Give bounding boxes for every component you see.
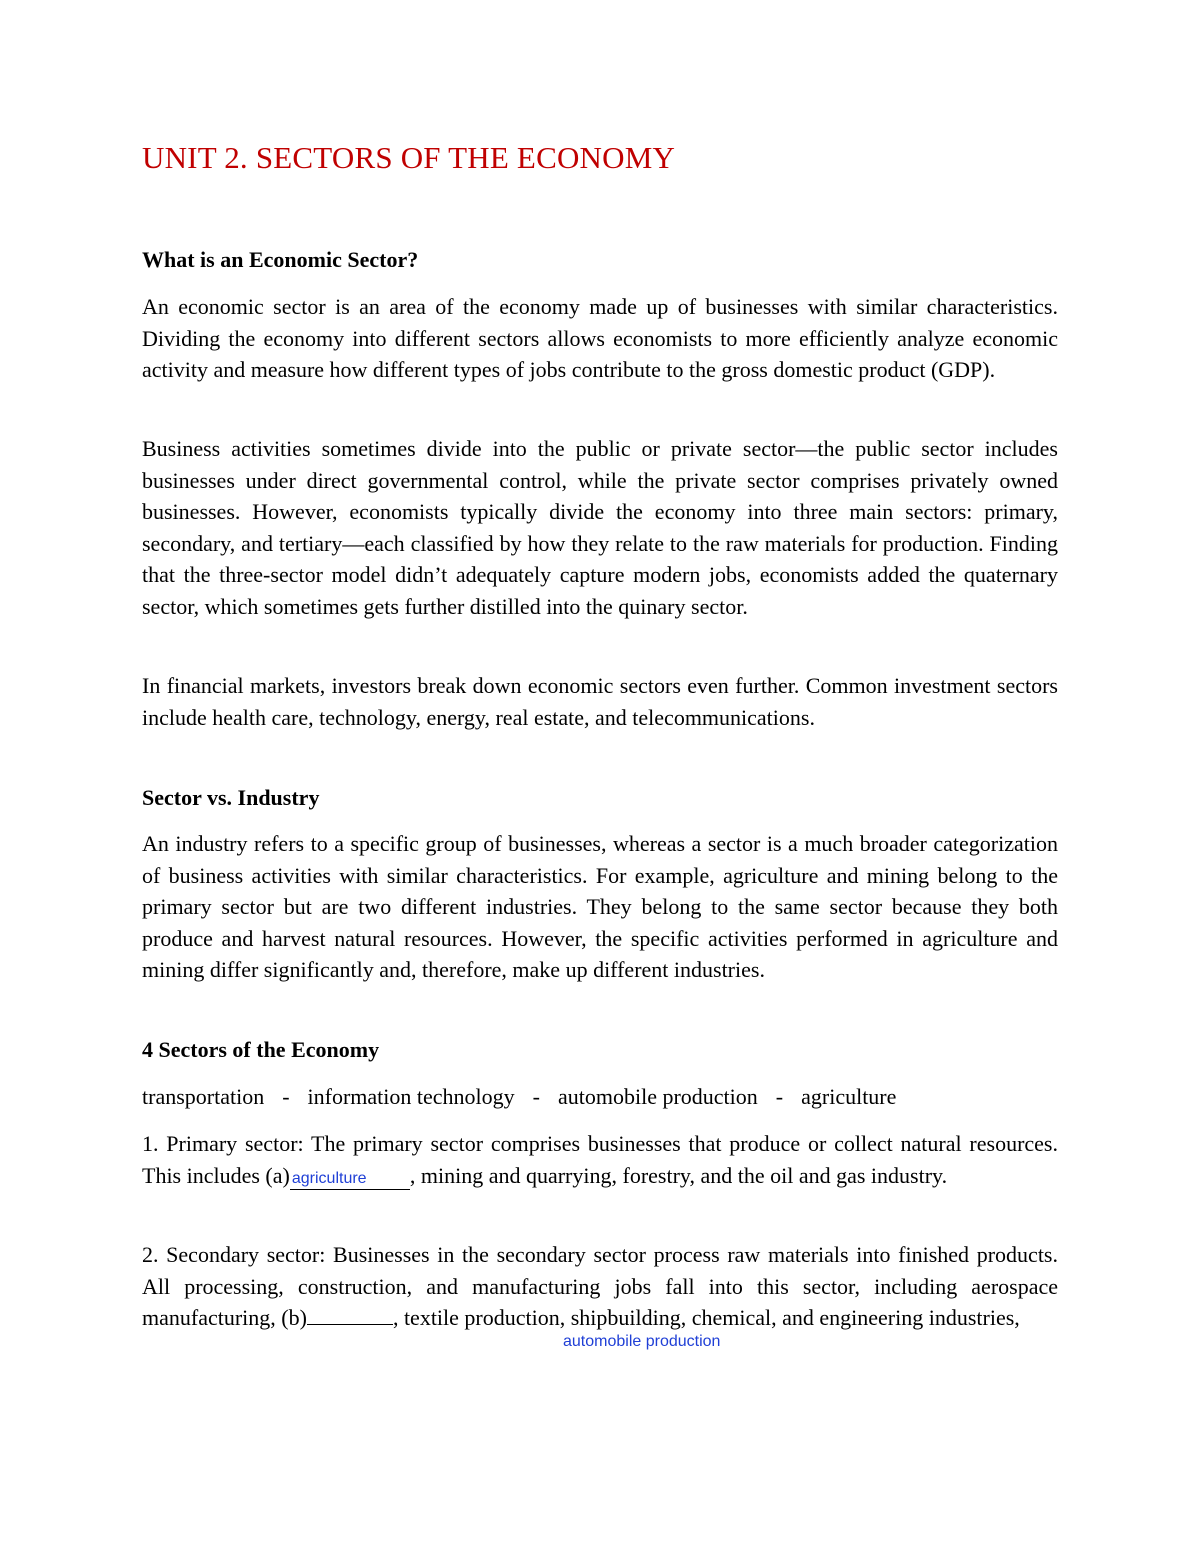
paragraph-economic-sector-definition: An economic sector is an area of the economy made up of businesses with similar characteristics. Dividing the economy into different sectors allows economists to more efficiently analyze economic activity and measure how different types of jobs contribute to the gross domestic product (GDP). [142, 294, 1058, 382]
heading-economic-sector: What is an Economic Sector? [142, 247, 419, 272]
item-text-before: 2. Secondary sector: Businesses in the secondary sector process raw materials into finished products. All processing, construction, and manufacturing jobs fall into this sector, including aerospace manufacturing, (b) [142, 1242, 1058, 1330]
heading-four-sectors: 4 Sectors of the Economy [142, 1037, 380, 1062]
word-separator: - [282, 1084, 290, 1109]
answer-blank-a[interactable] [290, 1166, 410, 1190]
paragraph-industry-definition: An industry refers to a specific group of businesses, whereas a sector is a much broader categorization of business activities with similar characteristics. For example, agriculture and mining belong to the primary sector but are two different industries. They belong to the same sector because they both produce and harvest natural resources. However, the specific activities performed in agriculture and mining differ significantly and, therefore, make up different industries. [142, 831, 1058, 982]
item-text-after: , textile production, shipbuilding, chemical, and engineering industries, [392, 1305, 1020, 1330]
word-separator: - [775, 1084, 784, 1109]
item-text-before: 1. Primary sector: The primary sector comprises businesses that produce or collect natural resources. This includes (a) [142, 1131, 1058, 1188]
paragraph-public-private-sectors: Business activities sometimes divide into the public or private sector—the public sector includes businesses under direct governmental control, while the private sector comprises privately owned businesses. However, economists typically divide the economy into three main sectors: primary, secondary, and tertiary—each classified by how they relate to the raw materials for production. Finding that the three-sector model didn’t adequately capture modern jobs, economists added the quaternary sector, which sometimes gets further distilled into the quinary sector. [142, 436, 1058, 619]
answer-text-a: agriculture [291, 1169, 367, 1187]
exercise-item-primary-sector [142, 1128, 1058, 1191]
answer-blank-b[interactable] [307, 1306, 393, 1325]
word-bank-item: information technology [307, 1084, 515, 1109]
word-bank [142, 1081, 896, 1112]
answer-text-b: automobile production [563, 1333, 721, 1350]
word-separator: - [532, 1084, 540, 1109]
word-bank-item: automobile production [557, 1084, 758, 1109]
exercise-item-secondary-sector [142, 1239, 1058, 1334]
paragraph-investment-sectors: In financial markets, investors break down economic sectors even further. Common investment sectors include health care, technology, energy, real estate, and telecommunications. [142, 673, 1058, 730]
heading-sector-vs-industry: Sector vs. Industry [142, 785, 320, 810]
item-text-after: , mining and quarrying, forestry, and the oil and gas industry. [409, 1162, 948, 1188]
word-bank-item: agriculture [801, 1084, 897, 1109]
page-title: UNIT 2. SECTORS OF THE ECONOMY [142, 140, 676, 175]
word-bank-item: transportation [142, 1084, 265, 1109]
